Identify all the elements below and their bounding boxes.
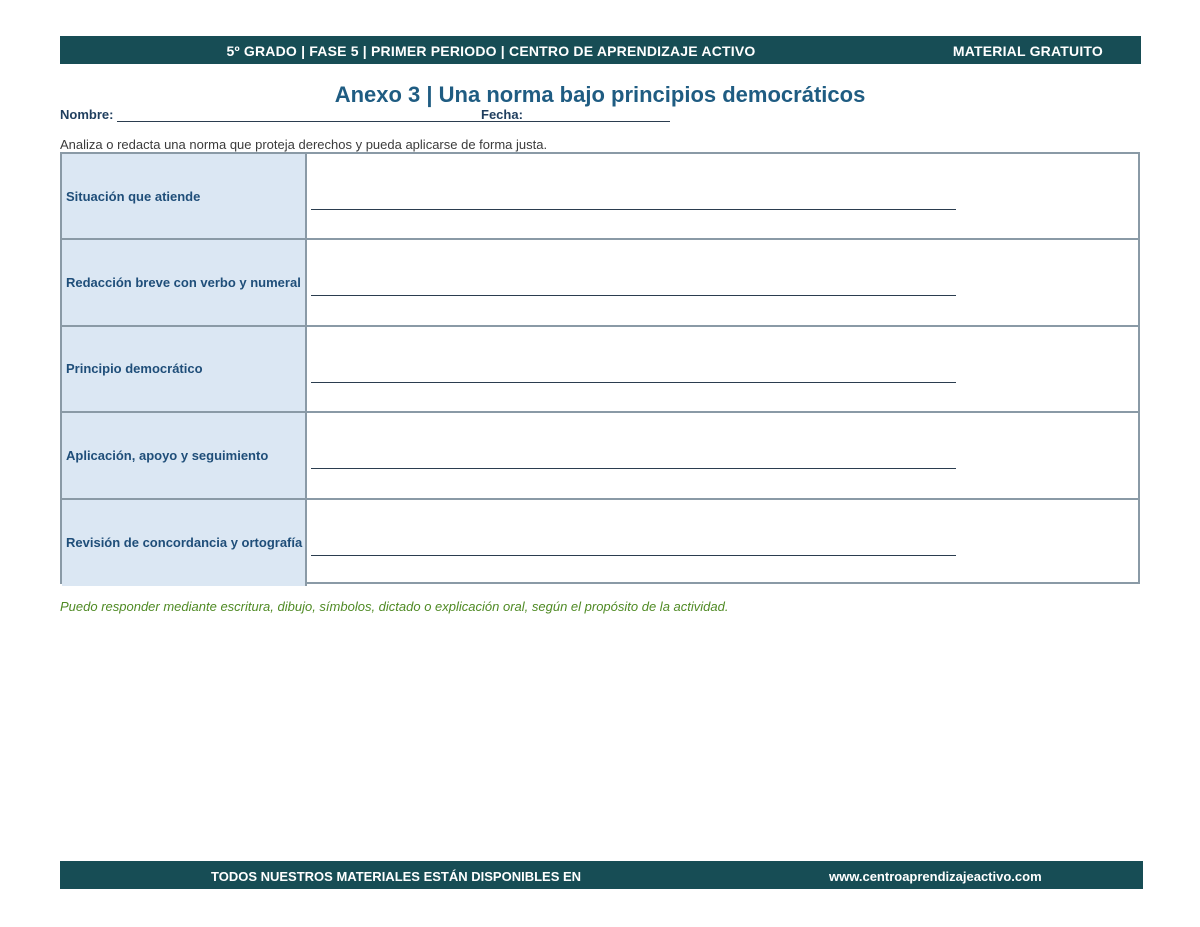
row-label: Principio democrático: [62, 327, 307, 411]
answer-line: [311, 295, 956, 296]
table-row: [62, 413, 1138, 499]
answer-line: [311, 382, 956, 383]
footer-website-link[interactable]: www.centroaprendizajeactivo.com: [829, 869, 1042, 884]
name-label: Nombre:: [60, 107, 114, 122]
row-label: Revisión de concordancia y ortografía: [62, 500, 307, 586]
table-row: [62, 240, 1138, 326]
table-row: [62, 500, 1138, 586]
banner-free-material: MATERIAL GRATUITO: [952, 43, 1103, 59]
answer-cell[interactable]: [307, 240, 1138, 324]
bottom-banner: [60, 861, 1143, 889]
answer-line: [311, 209, 956, 210]
answer-cell[interactable]: [307, 413, 1138, 497]
row-label: Situación que atiende: [62, 154, 307, 238]
row-label: Aplicación, apoyo y seguimiento: [62, 413, 307, 497]
table-row: [62, 327, 1138, 413]
date-label: Fecha:: [481, 107, 523, 122]
date-field[interactable]: [526, 121, 670, 122]
answer-cell[interactable]: [307, 327, 1138, 411]
table-row: [62, 154, 1138, 240]
page-title: Anexo 3 | Una norma bajo principios democráticos: [334, 82, 866, 107]
norm-analysis-table: [60, 152, 1140, 584]
banner-info: 5º GRADO | FASE 5 | PRIMER PERIODO | CENTRO DE APRENDIZAJE ACTIVO: [226, 43, 756, 59]
row-label: Redacción breve con verbo y numeral: [62, 240, 307, 324]
response-note: Puedo responder mediante escritura, dibujo, símbolos, dictado o explicación oral, según el propósito de la actividad.: [60, 599, 729, 614]
answer-line: [311, 468, 956, 469]
top-banner: [60, 36, 1141, 64]
answer-cell[interactable]: [307, 500, 1138, 586]
answer-cell[interactable]: [307, 154, 1138, 238]
answer-line: [311, 555, 956, 556]
instructions-text: Analiza o redacta una norma que proteja derechos y pueda aplicarse de forma justa.: [60, 137, 548, 152]
footer-availability-text: TODOS NUESTROS MATERIALES ESTÁN DISPONIBLES EN: [211, 869, 582, 884]
name-field[interactable]: [117, 121, 527, 122]
